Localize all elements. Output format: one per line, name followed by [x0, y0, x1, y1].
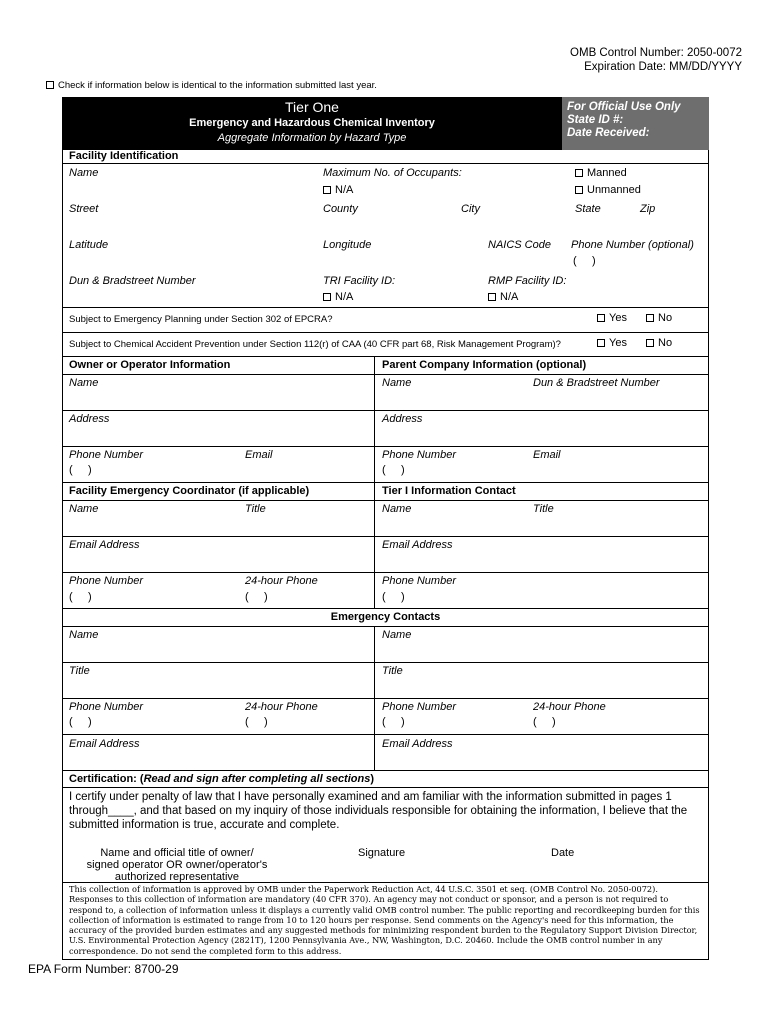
tier1-email-label: Email Address — [382, 539, 453, 551]
emergency2-24h-phone-label: 24-hour Phone — [533, 701, 606, 713]
certification-heading-prefix: Certification: ( — [69, 773, 144, 785]
tri-na-label: N/A — [335, 291, 354, 303]
date-received-label: Date Received: — [567, 127, 650, 139]
owner-phone-paren: ( ) — [69, 464, 92, 476]
parent-phone-label: Phone Number — [382, 449, 456, 461]
epcra-no-label: No — [658, 312, 673, 324]
divider — [62, 536, 709, 537]
divider — [62, 698, 709, 699]
rmp-label: RMP Facility ID: — [488, 275, 567, 287]
facility-heading: Facility Identification — [69, 150, 179, 162]
divider — [62, 787, 709, 788]
signature-label: Signature — [358, 847, 406, 859]
tier1-phone-label: Phone Number — [382, 575, 456, 587]
divider — [62, 734, 709, 735]
emergency2-phone-paren: ( ) — [382, 716, 405, 728]
unmanned-label: Unmanned — [587, 184, 641, 196]
parent-duns-label: Dun & Bradstreet Number — [533, 377, 660, 389]
form-title: Tier One — [285, 99, 339, 115]
coordinator-email-label: Email Address — [69, 539, 140, 551]
manned-checkbox[interactable] — [575, 169, 583, 177]
longitude-label: Longitude — [323, 239, 372, 251]
owner-title-caption — [62, 847, 292, 883]
tier1-contact-heading: Tier I Information Contact — [382, 485, 516, 497]
column-divider — [374, 356, 375, 608]
owner-title-line-2: signed operator OR owner/operator's — [86, 859, 268, 871]
coordinator-24h-phone-label: 24-hour Phone — [245, 575, 318, 587]
emergency1-24h-phone-paren: ( ) — [245, 716, 268, 728]
owner-address-label: Address — [69, 413, 110, 425]
owner-phone-label: Phone Number — [69, 449, 143, 461]
parent-email-label: Email — [533, 449, 561, 461]
epcra-no-option[interactable] — [646, 312, 672, 324]
parent-phone-paren: ( ) — [382, 464, 405, 476]
epcra-yes-label: Yes — [609, 312, 627, 324]
owner-title-line-3: authorized representative — [114, 871, 240, 883]
emergency2-name-label: Name — [382, 629, 412, 641]
occupants-na-checkbox[interactable] — [323, 186, 331, 194]
unmanned-checkbox[interactable] — [575, 186, 583, 194]
divider — [62, 608, 709, 609]
latitude-label: Latitude — [69, 239, 109, 251]
divider — [62, 446, 709, 447]
coordinator-phone-paren: ( ) — [69, 591, 92, 603]
facility-name-label: Name — [69, 167, 99, 179]
city-label: City — [461, 203, 480, 215]
date-label: Date — [551, 847, 575, 859]
coordinator-phone-label: Phone Number — [69, 575, 143, 587]
coordinator-24h-phone-paren: ( ) — [245, 591, 268, 603]
official-use-box — [562, 97, 709, 150]
zip-label: Zip — [640, 203, 656, 215]
emergency-heading: Emergency Contacts — [330, 611, 441, 623]
max-occupants-label: Maximum No. of Occupants: — [323, 167, 462, 179]
manned-option[interactable] — [575, 167, 627, 179]
owner-title-line-1: Name and official title of owner/ — [100, 847, 254, 859]
parent-name-label: Name — [382, 377, 412, 389]
divider — [62, 374, 709, 375]
coordinator-heading: Facility Emergency Coordinator (if applicable) — [69, 485, 310, 497]
burden-statement: This collection of information is approved by OMB under the Paperwork Reduction Act, 44 U.S.C. 3501 et seq. (OMB Control No. 2050-0072). Responses to this collection of information are mandatory (40 CFR 370). An agency may not conduct or sponsor, and a person is not required to respond to, a collection of information unless it displays a currently valid OMB control number. The public reporting and recordkeeping burden for this collection of information is estimated to range from 10 to 120 hours per response. Send comments on the Agency's need for this information, the accuracy of the provided burden estimates and any suggested methods for minimizing respondent burden to the Regulatory Support Division Director, U.S. Environmental Protection Agency (2821T), 1200 Pennsylvania Ave., NW, Washington, D.C. 20460. Include the OMB control number in any correspondence. Do not send the completed form to this address. — [69, 884, 700, 956]
occupants-na-option[interactable] — [323, 184, 353, 196]
tier1-phone-paren: ( ) — [382, 591, 405, 603]
parent-heading: Parent Company Information (optional) — [382, 359, 587, 371]
divider — [62, 572, 709, 573]
caa-no-checkbox[interactable] — [646, 339, 654, 347]
tier1-title-label: Title — [533, 503, 554, 515]
identical-info-option[interactable] — [46, 80, 377, 91]
emergency1-phone-label: Phone Number — [69, 701, 143, 713]
emergency2-24h-phone-paren: ( ) — [533, 716, 556, 728]
omb-block — [570, 46, 742, 74]
divider — [62, 662, 709, 663]
caa-question: Subject to Chemical Accident Prevention under Section 112(r) of CAA (40 CFR part 68, Risk Management Program)? — [69, 339, 561, 350]
divider — [62, 356, 709, 357]
naics-label: NAICS Code — [488, 239, 551, 251]
certification-text: I certify under penalty of law that I have personally examined and am familiar with the information submitted in pages 1 through____, and that based on my inquiry of those individuals responsible for obtaining the information, I believe that the submitted information is true, accurate and complete. — [69, 791, 688, 831]
rmp-na-label: N/A — [500, 291, 519, 303]
emergency1-title-label: Title — [69, 665, 90, 677]
unmanned-option[interactable] — [575, 184, 641, 196]
emergency1-email-label: Email Address — [69, 738, 140, 750]
epcra-yes-checkbox[interactable] — [597, 314, 605, 322]
certification-heading-suffix: ) — [370, 773, 375, 785]
coordinator-title-label: Title — [245, 503, 266, 515]
identical-info-checkbox[interactable] — [46, 81, 54, 89]
tier1-name-label: Name — [382, 503, 412, 515]
owner-name-label: Name — [69, 377, 99, 389]
epa-form-number: EPA Form Number: 8700-29 — [28, 962, 179, 976]
county-label: County — [323, 203, 358, 215]
column-divider — [374, 626, 375, 770]
divider — [62, 163, 709, 164]
divider — [62, 626, 709, 627]
emergency1-phone-paren: ( ) — [69, 716, 92, 728]
rmp-na-checkbox[interactable] — [488, 293, 496, 301]
caa-yes-label: Yes — [609, 337, 627, 349]
facility-phone-label: Phone Number (optional) — [571, 239, 694, 251]
emergency1-24h-phone-label: 24-hour Phone — [245, 701, 318, 713]
expiration-date: Expiration Date: MM/DD/YYYY — [584, 61, 742, 73]
form-subtitle: Emergency and Hazardous Chemical Inventory — [189, 117, 435, 129]
caa-no-label: No — [658, 337, 673, 349]
form-subtitle-2: Aggregate Information by Hazard Type — [217, 132, 407, 144]
tri-na-checkbox[interactable] — [323, 293, 331, 301]
state-id-label: State ID #: — [567, 114, 624, 126]
epcra-no-checkbox[interactable] — [646, 314, 654, 322]
occupants-na-label: N/A — [335, 184, 354, 196]
parent-address-label: Address — [382, 413, 423, 425]
emergency2-email-label: Email Address — [382, 738, 453, 750]
divider — [62, 500, 709, 501]
state-label: State — [575, 203, 601, 215]
omb-control-number: OMB Control Number: 2050-0072 — [570, 47, 742, 59]
rmp-na-option[interactable] — [488, 291, 518, 303]
emergency2-title-label: Title — [382, 665, 403, 677]
divider — [62, 307, 709, 308]
divider — [62, 770, 709, 771]
coordinator-name-label: Name — [69, 503, 99, 515]
facility-phone-paren: ( ) — [573, 255, 596, 267]
manned-label: Manned — [587, 167, 627, 179]
tri-na-option[interactable] — [323, 291, 353, 303]
epcra-yes-option[interactable] — [597, 312, 627, 324]
divider — [62, 332, 709, 333]
caa-yes-checkbox[interactable] — [597, 339, 605, 347]
owner-heading: Owner or Operator Information — [69, 359, 231, 371]
caa-yes-option[interactable] — [597, 337, 627, 349]
certification-heading — [69, 773, 374, 785]
certification-heading-instruction: Read and sign after completing all sections — [143, 773, 371, 785]
tri-label: TRI Facility ID: — [323, 275, 396, 287]
caa-no-option[interactable] — [646, 337, 672, 349]
emergency2-phone-label: Phone Number — [382, 701, 456, 713]
divider — [62, 410, 709, 411]
street-label: Street — [69, 203, 99, 215]
owner-email-label: Email — [245, 449, 273, 461]
official-use-label: For Official Use Only — [567, 101, 681, 113]
identical-info-label: Check if information below is identical to the information submitted last year. — [58, 80, 377, 91]
divider — [62, 482, 709, 483]
facility-duns-label: Dun & Bradstreet Number — [69, 275, 196, 287]
emergency1-name-label: Name — [69, 629, 99, 641]
epcra-question: Subject to Emergency Planning under Section 302 of EPCRA? — [69, 314, 333, 325]
